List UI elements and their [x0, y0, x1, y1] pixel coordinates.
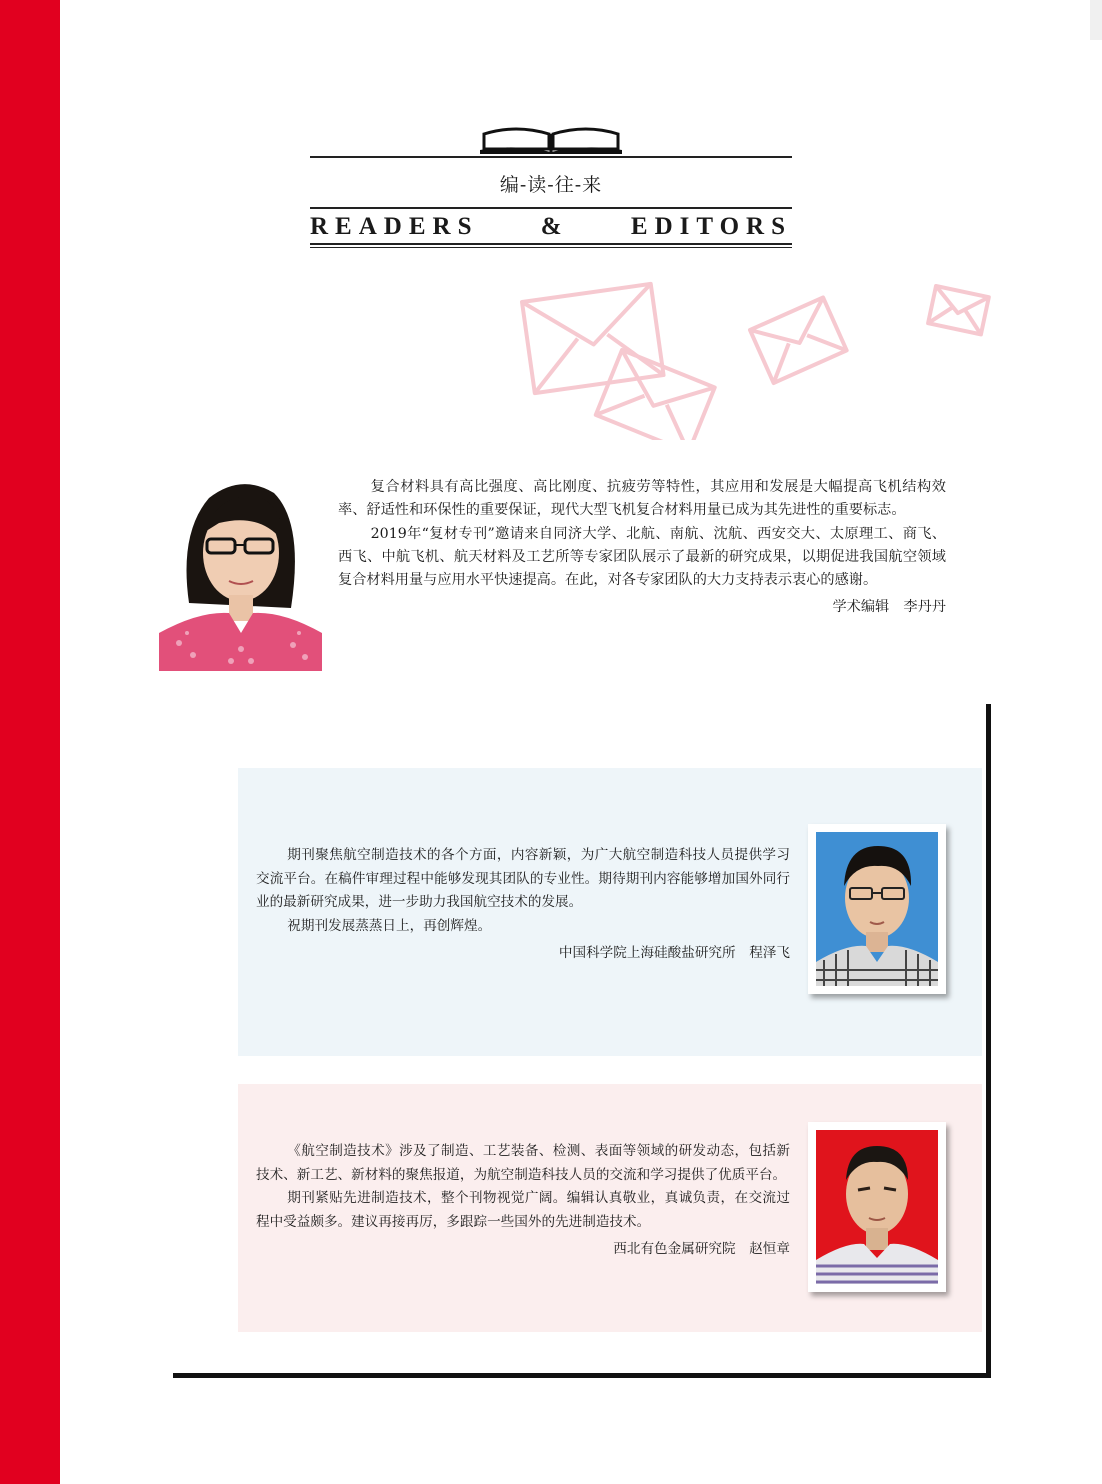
header-rule-bottom	[310, 243, 792, 245]
reader2-photo	[816, 1130, 938, 1284]
reader1-photo-frame	[808, 824, 946, 994]
envelope-icon	[750, 297, 847, 383]
page-corner	[1090, 0, 1102, 40]
envelope-icon	[596, 350, 715, 440]
reader2-paragraph: 期刊紧贴先进制造技术，整个刊物视觉广阔。编辑认真敬业，真诚负责，在交流过程中受益颇多。建议再接再厉，多跟踪一些国外的先进制造技术。	[256, 1190, 790, 1230]
header-rule-bottom-thin	[310, 247, 792, 248]
reader1-paragraph: 期刊聚焦航空制造技术的各个方面，内容新颖，为广大航空制造科技人员提供学习交流平台。在稿件审理过程中能够发现其团队的专业性。期待期刊内容能够增加国外同行业的最新研究成果，进一步助力我国航空技术的发展。	[256, 847, 790, 910]
column-title-en	[310, 209, 792, 243]
frame-line-vertical	[986, 704, 991, 1378]
reader2-photo-frame	[808, 1122, 946, 1292]
editor-paragraph: 复合材料具有高比强度、高比刚度、抗疲劳等特性，其应用和发展是大幅提高飞机结构效率、舒适性和环保性的重要保证，现代大型飞机复合材料用量已成为其先进性的重要标志。	[338, 479, 946, 519]
reader1-paragraph: 祝期刊发展蒸蒸日上，再创辉煌。	[287, 917, 492, 934]
en-word-readers: READERS	[310, 213, 479, 240]
reader-letter-box-2	[238, 1084, 982, 1332]
editor-paragraph: 2019年“复材专刊”邀请来自同济大学、北航、南航、沈航、西安交大、太原理工、商飞、西飞、中航飞机、航天材料及工艺所等专家团队展示了最新的研究成果，以期促进我国航空领域复合材料用量与应用水平快速提高。在此，对各专家团队的大力支持表示衷心的感谢。	[338, 525, 946, 589]
editor-photo	[159, 473, 322, 671]
column-title-cn: 编-读-往-来	[499, 174, 603, 196]
editor-note	[338, 476, 946, 620]
editor-signature: 学术编辑 李丹丹	[832, 599, 946, 616]
reader-letter-box-1	[238, 768, 982, 1056]
column-header	[310, 122, 792, 248]
envelope-decoration	[510, 270, 1000, 440]
reader2-paragraph: 《航空制造技术》涉及了制造、工艺装备、检测、表面等领域的研发动态，包括新技术、新工艺、新材料的聚焦报道，为航空制造科技人员的交流和学习提供了优质平台。	[256, 1143, 790, 1183]
en-word-editors: EDITORS	[630, 213, 792, 240]
envelope-icon	[928, 286, 989, 334]
reader-letter-1	[256, 844, 790, 966]
header-rule-top	[310, 156, 792, 158]
reader1-signature: 中国科学院上海硅酸盐研究所 程泽飞	[558, 945, 790, 961]
open-book-icon	[476, 122, 626, 156]
en-word-ampersand: &	[540, 213, 569, 240]
envelope-icon	[522, 284, 664, 393]
reader-letter-2	[256, 1140, 790, 1262]
frame-line-horizontal	[173, 1373, 991, 1378]
red-side-bar	[0, 0, 60, 1484]
reader1-photo	[816, 832, 938, 986]
reader2-signature: 西北有色金属研究院 赵恒章	[613, 1241, 790, 1257]
